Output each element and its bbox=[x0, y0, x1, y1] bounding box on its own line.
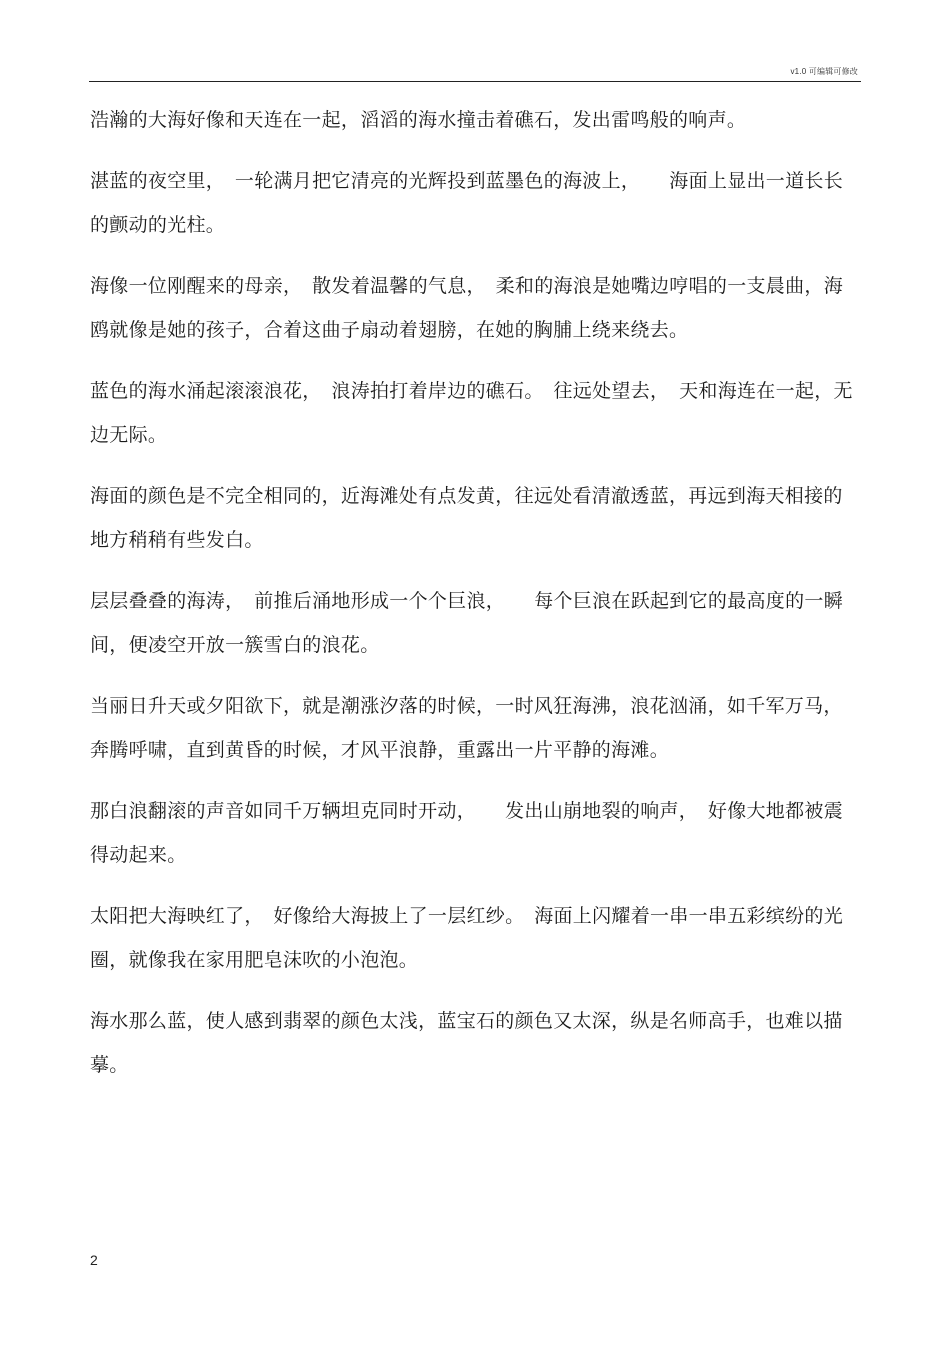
paragraph-3: 海像一位刚醒来的母亲， 散发着温馨的气息， 柔和的海浪是她嘴边哼唱的一支晨曲，海鸥就像是她的孩子，合着这曲子扇动着翅膀，在她的胸脯上绕来绕去。 bbox=[90, 275, 844, 341]
paragraph-10: 海水那么蓝，使人感到翡翠的颜色太浅，蓝宝石的颜色又太深，纵是名师高手，也难以描摹。 bbox=[90, 1010, 843, 1076]
paragraph-1: 浩瀚的大海好像和天连在一起，滔滔的海水撞击着礁石，发出雷鸣般的响声。 bbox=[90, 109, 747, 131]
paragraph-4: 蓝色的海水涌起滚滚浪花， 浪涛拍打着岸边的礁石。 往远处望去， 天和海连在一起，无边无际。 bbox=[90, 380, 853, 446]
page-number: 2 bbox=[90, 1252, 98, 1268]
document-version-label: v1.0 可编辑可修改 bbox=[790, 67, 858, 76]
paragraph-2: 湛蓝的夜空里， 一轮满月把它清亮的光辉投到蓝墨色的海波上， 海面上显出一道长长的颤动的光柱。 bbox=[90, 170, 844, 236]
paragraph-6: 层层叠叠的海涛， 前推后涌地形成一个个巨浪， 每个巨浪在跃起到它的最高度的一瞬间，便凌空开放一簇雪白的浪花。 bbox=[90, 590, 844, 656]
paragraph-7: 当丽日升天或夕阳欲下，就是潮涨汐落的时候，一时风狂海沸，浪花汹涌，如千军万马，奔腾呼啸，直到黄昏的时候，才风平浪静，重露出一片平静的海滩。 bbox=[90, 695, 843, 761]
document-body bbox=[90, 98, 860, 1104]
paragraph-5: 海面的颜色是不完全相同的，近海滩处有点发黄，往远处看清澈透蓝，再远到海天相接的地方稍稍有些发白。 bbox=[90, 485, 843, 551]
paragraph-9: 太阳把大海映红了， 好像给大海披上了一层红纱。 海面上闪耀着一串一串五彩缤纷的光圈，就像我在家用肥皂沫吹的小泡泡。 bbox=[90, 905, 844, 971]
paragraph-8: 那白浪翻滚的声音如同千万辆坦克同时开动， 发出山崩地裂的响声， 好像大地都被震得动起来。 bbox=[90, 800, 844, 866]
header-divider bbox=[89, 81, 861, 82]
